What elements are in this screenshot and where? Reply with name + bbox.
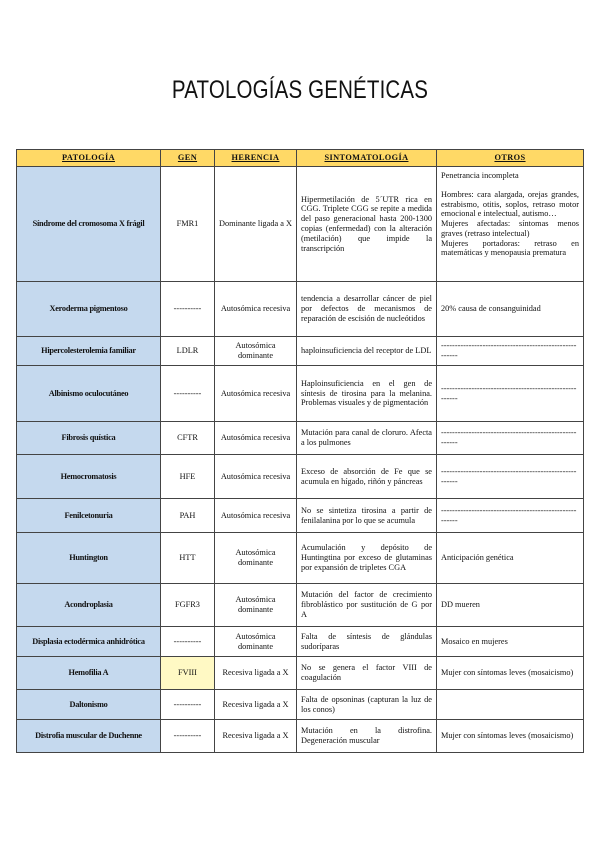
inheritance: Recesiva ligada a X [215,657,297,690]
gene-name: ---------- [161,282,215,337]
other-note-line: Mujeres portadoras: retraso en matemáticas y menopausia prematura [441,238,579,258]
gene-name: ---------- [161,720,215,753]
table-row [17,690,584,720]
inheritance: Autosómica recesiva [215,422,297,455]
pathology-name: Hipercolesterolemia familiar [17,337,161,366]
symptoms: Mutación del factor de crecimiento fibroblástico por sustitución de G por A [297,584,437,627]
gene-name: FGFR3 [161,584,215,627]
gene-name: ---------- [161,690,215,720]
inheritance: Dominante ligada a X [215,167,297,282]
pathology-name: Fenilcetonuria [17,499,161,533]
symptoms: Mutación para canal de cloruro. Afecta a los pulmones [297,422,437,455]
symptoms: Exceso de absorción de Fe que se acumula en hígado, riñón y páncreas [297,455,437,499]
header-herencia: HERENCIA [215,150,297,167]
table-row [17,499,584,533]
pathology-name: Fibrosis quística [17,422,161,455]
other-notes: ------------------------------------------------------- [437,366,584,422]
pathology-name: Síndrome del cromosoma X frágil [17,167,161,282]
table-row [17,167,584,282]
other-notes: ------------------------------------------------------- [437,337,584,366]
symptoms: Acumulación y depósito de Huntingtina por exceso de glutaminas por expansión de tripletes CGA [297,533,437,584]
other-notes: Mujer con síntomas leves (mosaicismo) [437,720,584,753]
table-row [17,584,584,627]
symptoms: Mutación en la distrofina. Degeneración muscular [297,720,437,753]
symptoms: Falta de opsoninas (capturan la luz de los conos) [297,690,437,720]
inheritance: Autosómica recesiva [215,366,297,422]
other-note-line: Hombres: cara alargada, orejas grandes, estrabismo, otitis, soplos, retraso motor emocional e intelectual, autismo… [441,189,579,219]
inheritance: Recesiva ligada a X [215,690,297,720]
symptoms: No se sintetiza tirosina a partir de fenilalanina por lo que se acumula [297,499,437,533]
inheritance: Autosómica dominante [215,337,297,366]
table-row [17,366,584,422]
table-row [17,627,584,657]
other-notes: 20% causa de consanguinidad [437,282,584,337]
symptoms: No se genera el factor VIII de coagulación [297,657,437,690]
header-otros: OTROS [437,150,584,167]
gene-name: PAH [161,499,215,533]
gene-name: ---------- [161,366,215,422]
table-row [17,533,584,584]
inheritance: Autosómica recesiva [215,499,297,533]
header-patologia: PATOLOGÍA [17,150,161,167]
symptoms: Falta de síntesis de glándulas sudoríparas [297,627,437,657]
inheritance: Autosómica dominante [215,627,297,657]
header-gen: GEN [161,150,215,167]
inheritance: Autosómica dominante [215,533,297,584]
pathology-name: Acondroplasia [17,584,161,627]
inheritance: Autosómica dominante [215,584,297,627]
header-row [17,150,584,167]
page-title: PATOLOGÍAS GENÉTICAS [171,76,429,104]
table-row [17,720,584,753]
gene-name: FMR1 [161,167,215,282]
symptoms: tendencia a desarrollar cáncer de piel por defectos de mecanismos de reparación de escisión de nucleótidos [297,282,437,337]
other-notes: Mujer con síntomas leves (mosaicismo) [437,657,584,690]
gene-name: HTT [161,533,215,584]
gene-name: FVIII [161,657,215,690]
pathology-name: Displasia ectodérmica anhidrótica [17,627,161,657]
pathologies-table [16,149,584,753]
pathology-name: Huntington [17,533,161,584]
pathology-name: Hemocromatosis [17,455,161,499]
other-note-line: Mujeres afectadas: síntomas menos graves (retraso intelectual) [441,219,579,238]
gene-name: LDLR [161,337,215,366]
gene-name: HFE [161,455,215,499]
table-row [17,455,584,499]
table-row [17,282,584,337]
table-row [17,422,584,455]
gene-name: ---------- [161,627,215,657]
gene-name: CFTR [161,422,215,455]
pathology-name: Hemofilia A [17,657,161,690]
other-notes: ------------------------------------------------------- [437,422,584,455]
pathology-name: Daltonismo [17,690,161,720]
other-notes: ------------------------------------------------------- [437,499,584,533]
other-notes: ------------------------------------------------------- [437,455,584,499]
other-notes: DD mueren [437,584,584,627]
inheritance: Autosómica recesiva [215,455,297,499]
inheritance: Recesiva ligada a X [215,720,297,753]
table-row [17,657,584,690]
symptoms: haploinsuficiencia del receptor de LDL [297,337,437,366]
table-row [17,337,584,366]
other-notes [437,167,584,282]
pathology-name: Xeroderma pigmentoso [17,282,161,337]
symptoms: Haploinsuficiencia en el gen de síntesis de tirosina para la melanina. Problemas visuales y de pigmentación [297,366,437,422]
other-notes [437,690,584,720]
pathology-name: Albinismo oculocutáneo [17,366,161,422]
header-sintomatologia: SINTOMATOLOGÍA [297,150,437,167]
symptoms: Hipermetilación de 5´UTR rica en CGG. Triplete CGG se repite a medida del paso generacional hasta 200-1300 copias (enfermedad) con la alteración (metilación) que impide la transcripción [297,167,437,282]
other-note-line: Penetrancia incompleta [441,171,519,180]
pathology-name: Distrofia muscular de Duchenne [17,720,161,753]
other-notes: Anticipación genética [437,533,584,584]
inheritance: Autosómica recesiva [215,282,297,337]
other-notes: Mosaico en mujeres [437,627,584,657]
